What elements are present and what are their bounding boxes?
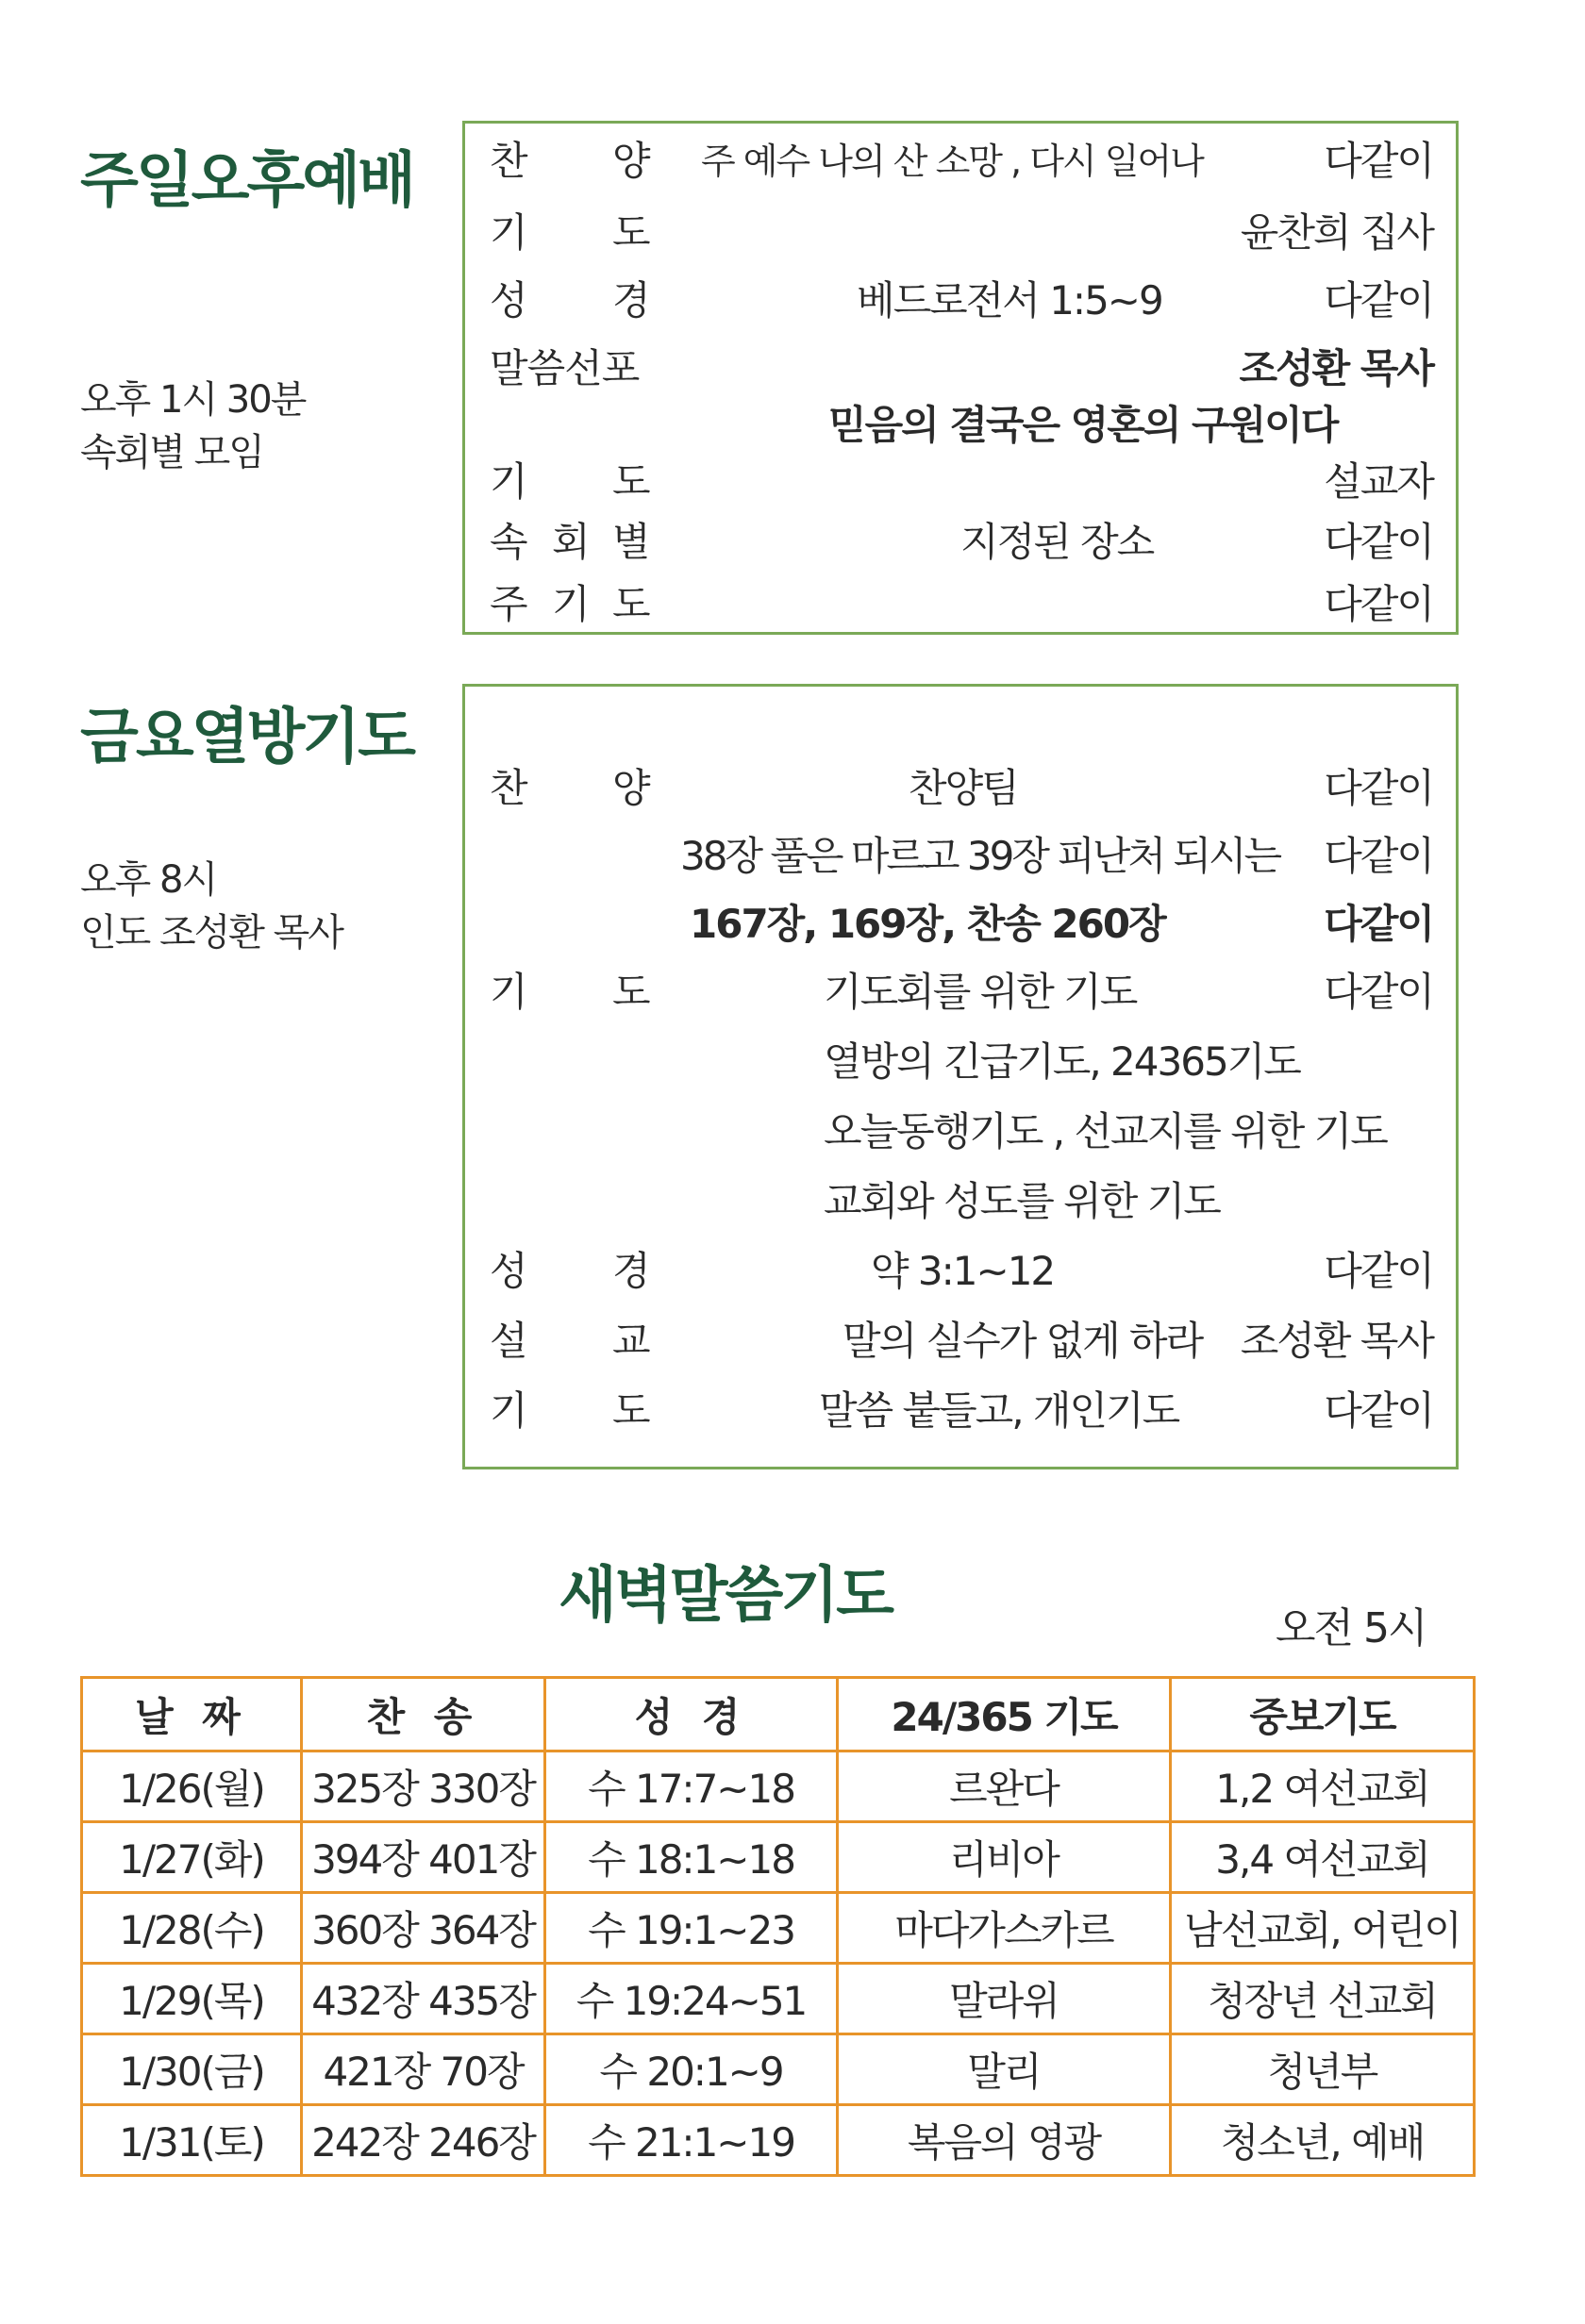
- friday-row-leader: 다같이: [1324, 901, 1433, 947]
- sunday-row-label: 성 경: [490, 277, 651, 324]
- header-hymn: 찬 송: [302, 1678, 545, 1751]
- intercession-cell: 청장년 선교회: [1171, 1964, 1475, 2034]
- sunday-row-label: 주 기 도: [490, 581, 651, 627]
- hymn-cell: 394장 401장: [302, 1822, 545, 1893]
- friday-row-label: 기 도: [490, 1387, 651, 1434]
- hymn-cell: 432장 435장: [302, 1964, 545, 2034]
- friday-row-content: 말의 실수가 없게 하라: [843, 1318, 1203, 1364]
- table-row: [82, 2034, 1475, 2105]
- friday-row-leader: 다같이: [1324, 833, 1433, 879]
- sunday-note-time: 오후 1시 30분: [80, 378, 306, 422]
- friday-row-leader: 조성환 목사: [1240, 1318, 1433, 1364]
- friday-row-content: 약 3:1~12: [871, 1248, 1055, 1294]
- sunday-order-box: [462, 121, 1459, 635]
- scripture-cell: 수 19:24~51: [545, 1964, 838, 2034]
- sunday-row-label: 속 회 별: [490, 519, 651, 565]
- date-cell: 1/28(수): [82, 1893, 302, 1964]
- table-row: [82, 2105, 1475, 2176]
- date-cell: 1/26(월): [82, 1751, 302, 1822]
- date-cell: 1/27(화): [82, 1822, 302, 1893]
- sunday-row-label: 말씀선포: [490, 345, 640, 391]
- scripture-cell: 수 17:7~18: [545, 1751, 838, 1822]
- sunday-row-label: 찬 양: [490, 138, 651, 184]
- intercession-cell: 남선교회, 어린이: [1171, 1893, 1475, 1964]
- hymn-cell: 242장 246장: [302, 2105, 545, 2176]
- friday-row-label: 성 경: [490, 1248, 651, 1294]
- date-cell: 1/31(토): [82, 2105, 302, 2176]
- friday-prayer-title: 금요열방기도: [80, 703, 413, 772]
- intercession-cell: 청년부: [1171, 2034, 1475, 2105]
- table-row: [82, 1822, 1475, 1893]
- friday-hymn-line: 167장, 169장, 찬송 260장: [690, 901, 1165, 947]
- date-cell: 1/30(금): [82, 2034, 302, 2105]
- intercession-cell: 청소년, 예배: [1171, 2105, 1475, 2176]
- friday-row-leader: 다같이: [1324, 1248, 1433, 1294]
- hymn-cell: 421장 70장: [302, 2034, 545, 2105]
- hymn-cell: 325장 330장: [302, 1751, 545, 1822]
- friday-row-leader: 다같이: [1324, 969, 1433, 1015]
- friday-row-label: 설 교: [490, 1318, 651, 1364]
- sunday-row-label: 기 도: [490, 209, 651, 256]
- sunday-row-leader: 다같이: [1324, 581, 1433, 627]
- dawn-prayer-title: 새벽말씀기도: [559, 1561, 892, 1631]
- friday-row-content: 찬양팀: [909, 765, 1018, 811]
- scripture-cell: 수 20:1~9: [545, 2034, 838, 2105]
- scripture-cell: 수 18:1~18: [545, 1822, 838, 1893]
- dawn-prayer-time: 오전 5시: [1276, 1604, 1426, 1652]
- friday-row-label: 찬 양: [490, 765, 651, 811]
- friday-prayer-note: [80, 854, 342, 959]
- sunday-note-meeting: 속회별 모임: [80, 431, 263, 474]
- friday-order-box: [462, 684, 1459, 1469]
- sunday-service-title: 주일오후예배: [80, 146, 413, 216]
- prayer-cell: 말리: [838, 2034, 1171, 2105]
- prayer-cell: 말라위: [838, 1964, 1171, 2034]
- table-header-row: [82, 1678, 1475, 1751]
- friday-hymn-line: 38장 풀은 마르고 39장 피난처 되시는: [680, 833, 1280, 879]
- header-date: 날 짜: [82, 1678, 302, 1751]
- friday-row-content: 기도회를 위한 기도: [824, 969, 1137, 1015]
- sermon-title: 믿음의 결국은 영혼의 구원이다: [828, 402, 1338, 448]
- sunday-row-leader: 다같이: [1324, 138, 1433, 184]
- sunday-row-leader: 설교자: [1324, 458, 1433, 505]
- friday-row-content: 말씀 붙들고, 개인기도: [819, 1387, 1179, 1434]
- sunday-row-leader: 다같이: [1324, 519, 1433, 565]
- friday-prayer-topic: 열방의 긴급기도, 24365기도: [824, 1038, 1300, 1085]
- sunday-service-note: [80, 374, 305, 479]
- sunday-row-content: 베드로전서 1:5~9: [857, 277, 1162, 324]
- scripture-cell: 수 19:1~23: [545, 1893, 838, 1964]
- table-row: [82, 1964, 1475, 2034]
- friday-row-leader: 다같이: [1324, 765, 1433, 811]
- friday-note-time: 오후 8시: [80, 858, 217, 902]
- header-intercession: 중보기도: [1171, 1678, 1475, 1751]
- table-row: [82, 1893, 1475, 1964]
- friday-prayer-topic: 교회와 성도를 위한 기도: [824, 1178, 1220, 1224]
- sunday-row-label: 기 도: [490, 458, 651, 505]
- scripture-cell: 수 21:1~19: [545, 2105, 838, 2176]
- prayer-cell: 르완다: [838, 1751, 1171, 1822]
- sunday-row-preacher: 조성환 목사: [1239, 345, 1433, 391]
- prayer-cell: 마다가스카르: [838, 1893, 1171, 1964]
- friday-row-leader: 다같이: [1324, 1387, 1433, 1434]
- friday-prayer-topic: 오늘동행기도 , 선교지를 위한 기도: [824, 1108, 1387, 1154]
- intercession-cell: 1,2 여선교회: [1171, 1751, 1475, 1822]
- hymn-cell: 360장 364장: [302, 1893, 545, 1964]
- sunday-row-leader: 윤찬희 집사: [1240, 209, 1433, 256]
- friday-note-leader: 인도 조성환 목사: [80, 911, 342, 954]
- intercession-cell: 3,4 여선교회: [1171, 1822, 1475, 1893]
- header-scripture: 성 경: [545, 1678, 838, 1751]
- sunday-row-leader: 다같이: [1324, 277, 1433, 324]
- prayer-cell: 리비아: [838, 1822, 1171, 1893]
- sunday-row-content: 지정된 장소: [960, 519, 1154, 565]
- header-24365-prayer: 24/365 기도: [838, 1678, 1171, 1751]
- table-row: [82, 1751, 1475, 1822]
- prayer-cell: 복음의 영광: [838, 2105, 1171, 2176]
- sunday-row-content: 주 예수 나의 산 소망 , 다시 일어나: [701, 141, 1203, 182]
- friday-row-label: 기 도: [490, 969, 651, 1015]
- date-cell: 1/29(목): [82, 1964, 302, 2034]
- dawn-schedule-table: [80, 1676, 1476, 2177]
